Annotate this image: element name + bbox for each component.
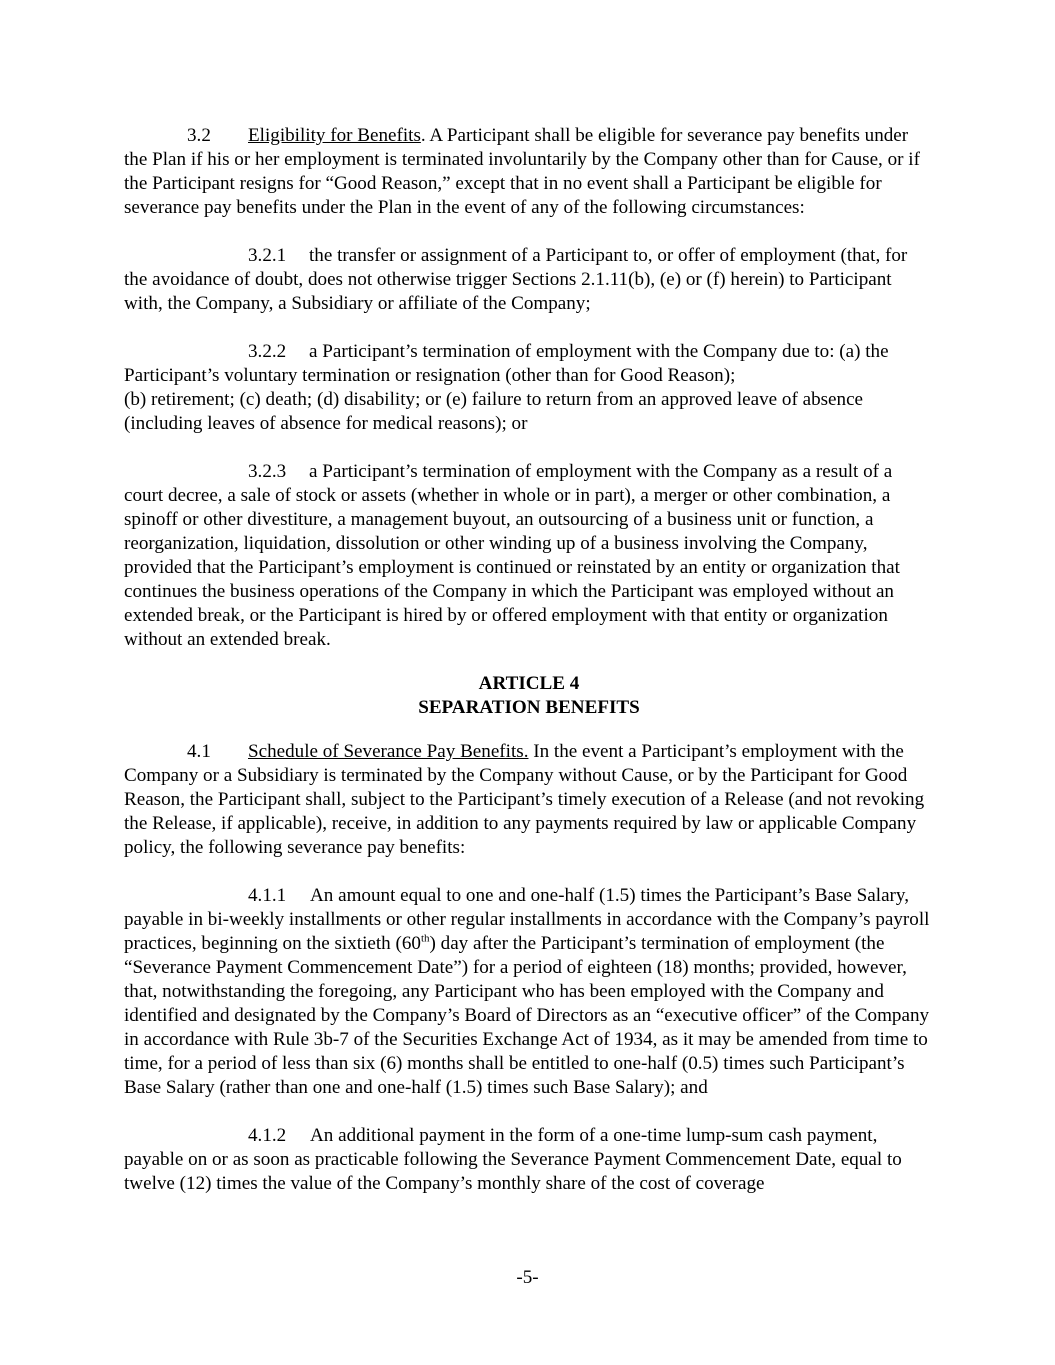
section-3-2-2-paragraph — [124, 340, 934, 436]
section-text: a Participant’s termination of employment with the Company due to: (a) the Participant’s voluntary termination or resignation (other than for Good Reason); — [124, 341, 889, 386]
document-page — [124, 124, 934, 1220]
section-text-continued: (b) retirement; (c) death; (d) disability; or (e) failure to return from an approved leave of absence (including leaves of absence for medical reasons); or — [124, 389, 864, 434]
article-heading — [124, 672, 934, 720]
page-number: -5- — [516, 1267, 539, 1288]
section-number: 3.2.2 — [248, 341, 287, 362]
article-title: SEPARATION BENEFITS — [418, 697, 640, 718]
section-text: In the event a Participant’s employment with the Company or a Subsidiary is terminated by the Company without Cause, or by the Participant for Good Reason, the Participant shall, subject to the Participant’s timely execution of a Release (and not revoking the Release, if applicable), receive, in addition to any payments required by law or applicable Company policy, the following severance pay benefits: — [124, 741, 925, 858]
section-number: 4.1 — [187, 741, 211, 762]
section-number: 3.2.1 — [248, 245, 287, 266]
section-3-2-1-paragraph — [124, 244, 934, 316]
section-text: An amount equal to one and one-half (1.5) times the Participant’s Base Salary, payable in bi-weekly installments or other regular installments in accordance with the Company’s payroll practices, beginning on the sixtieth (60 — [124, 885, 930, 954]
section-3-2-paragraph — [124, 124, 934, 220]
section-number: 3.2 — [187, 125, 211, 146]
section-4-1-paragraph — [124, 740, 934, 860]
section-3-2-3-paragraph — [124, 460, 934, 652]
section-number: 4.1.2 — [248, 1125, 287, 1146]
section-text: . A Participant shall be eligible for severance pay benefits under the Plan if his or her employment is terminated involuntarily by the Company other than for Cause, or if the Participant resigns for “Good Reason,” except that in no event shall a Participant be eligible for severance pay benefits under the Plan in the event of any of the following circumstances: — [124, 125, 920, 218]
article-number: ARTICLE 4 — [478, 673, 580, 694]
section-number: 4.1.1 — [248, 885, 287, 906]
section-text: An additional payment in the form of a one-time lump-sum cash payment, payable on or as soon as practicable following the Severance Payment Commencement Date, equal to twelve (12) times the value of the Company’s monthly share of the cost of coverage — [124, 1125, 902, 1194]
section-text: the transfer or assignment of a Participant to, or offer of employment (that, for the avoidance of doubt, does not otherwise trigger Sections 2.1.11(b), (e) or (f) herein) to Participant with, the Company, a Subsidiary or affiliate of the Company; — [124, 245, 908, 314]
ordinal-superscript: th — [420, 932, 430, 945]
section-text: a Participant’s termination of employment with the Company as a result of a court decree, a sale of stock or assets (whether in whole or in part), a merger or other combination, a spinoff or other divestiture, a management buyout, an outsourcing of a business unit or function, a reorganization, liquidation, dissolution or other winding up of a business involving the Company, provided that the Participant’s employment is continued or reinstated by an entity or organization that continues the business operations of the Company in which the Participant was employed without an extended break, or the Participant is hired by or offered employment with that entity or organization without an extended break. — [124, 461, 900, 650]
section-heading: Eligibility for Benefits — [248, 125, 421, 146]
section-heading: Schedule of Severance Pay Benefits. — [248, 741, 529, 762]
section-4-1-2-paragraph — [124, 1124, 934, 1196]
section-number: 3.2.3 — [248, 461, 287, 482]
section-text-continued: ) day after the Participant’s termination of employment (the “Severance Payment Commencement Date”) for a period of eighteen (18) months; provided, however, that, notwithstanding the foregoing, any Participant who has been employed with the Company and identified and designated by the Company’s Board of Directors as an “executive officer” of the Company in accordance with Rule 3b-7 of the Securities Exchange Act of 1934, as it may be amended from time to time, for a period of less than six (6) months shall be entitled to one-half (0.5) times such Participant’s Base Salary (rather than one and one-half (1.5) times such Base Salary); and — [124, 933, 930, 1098]
section-4-1-1-paragraph — [124, 884, 934, 1100]
